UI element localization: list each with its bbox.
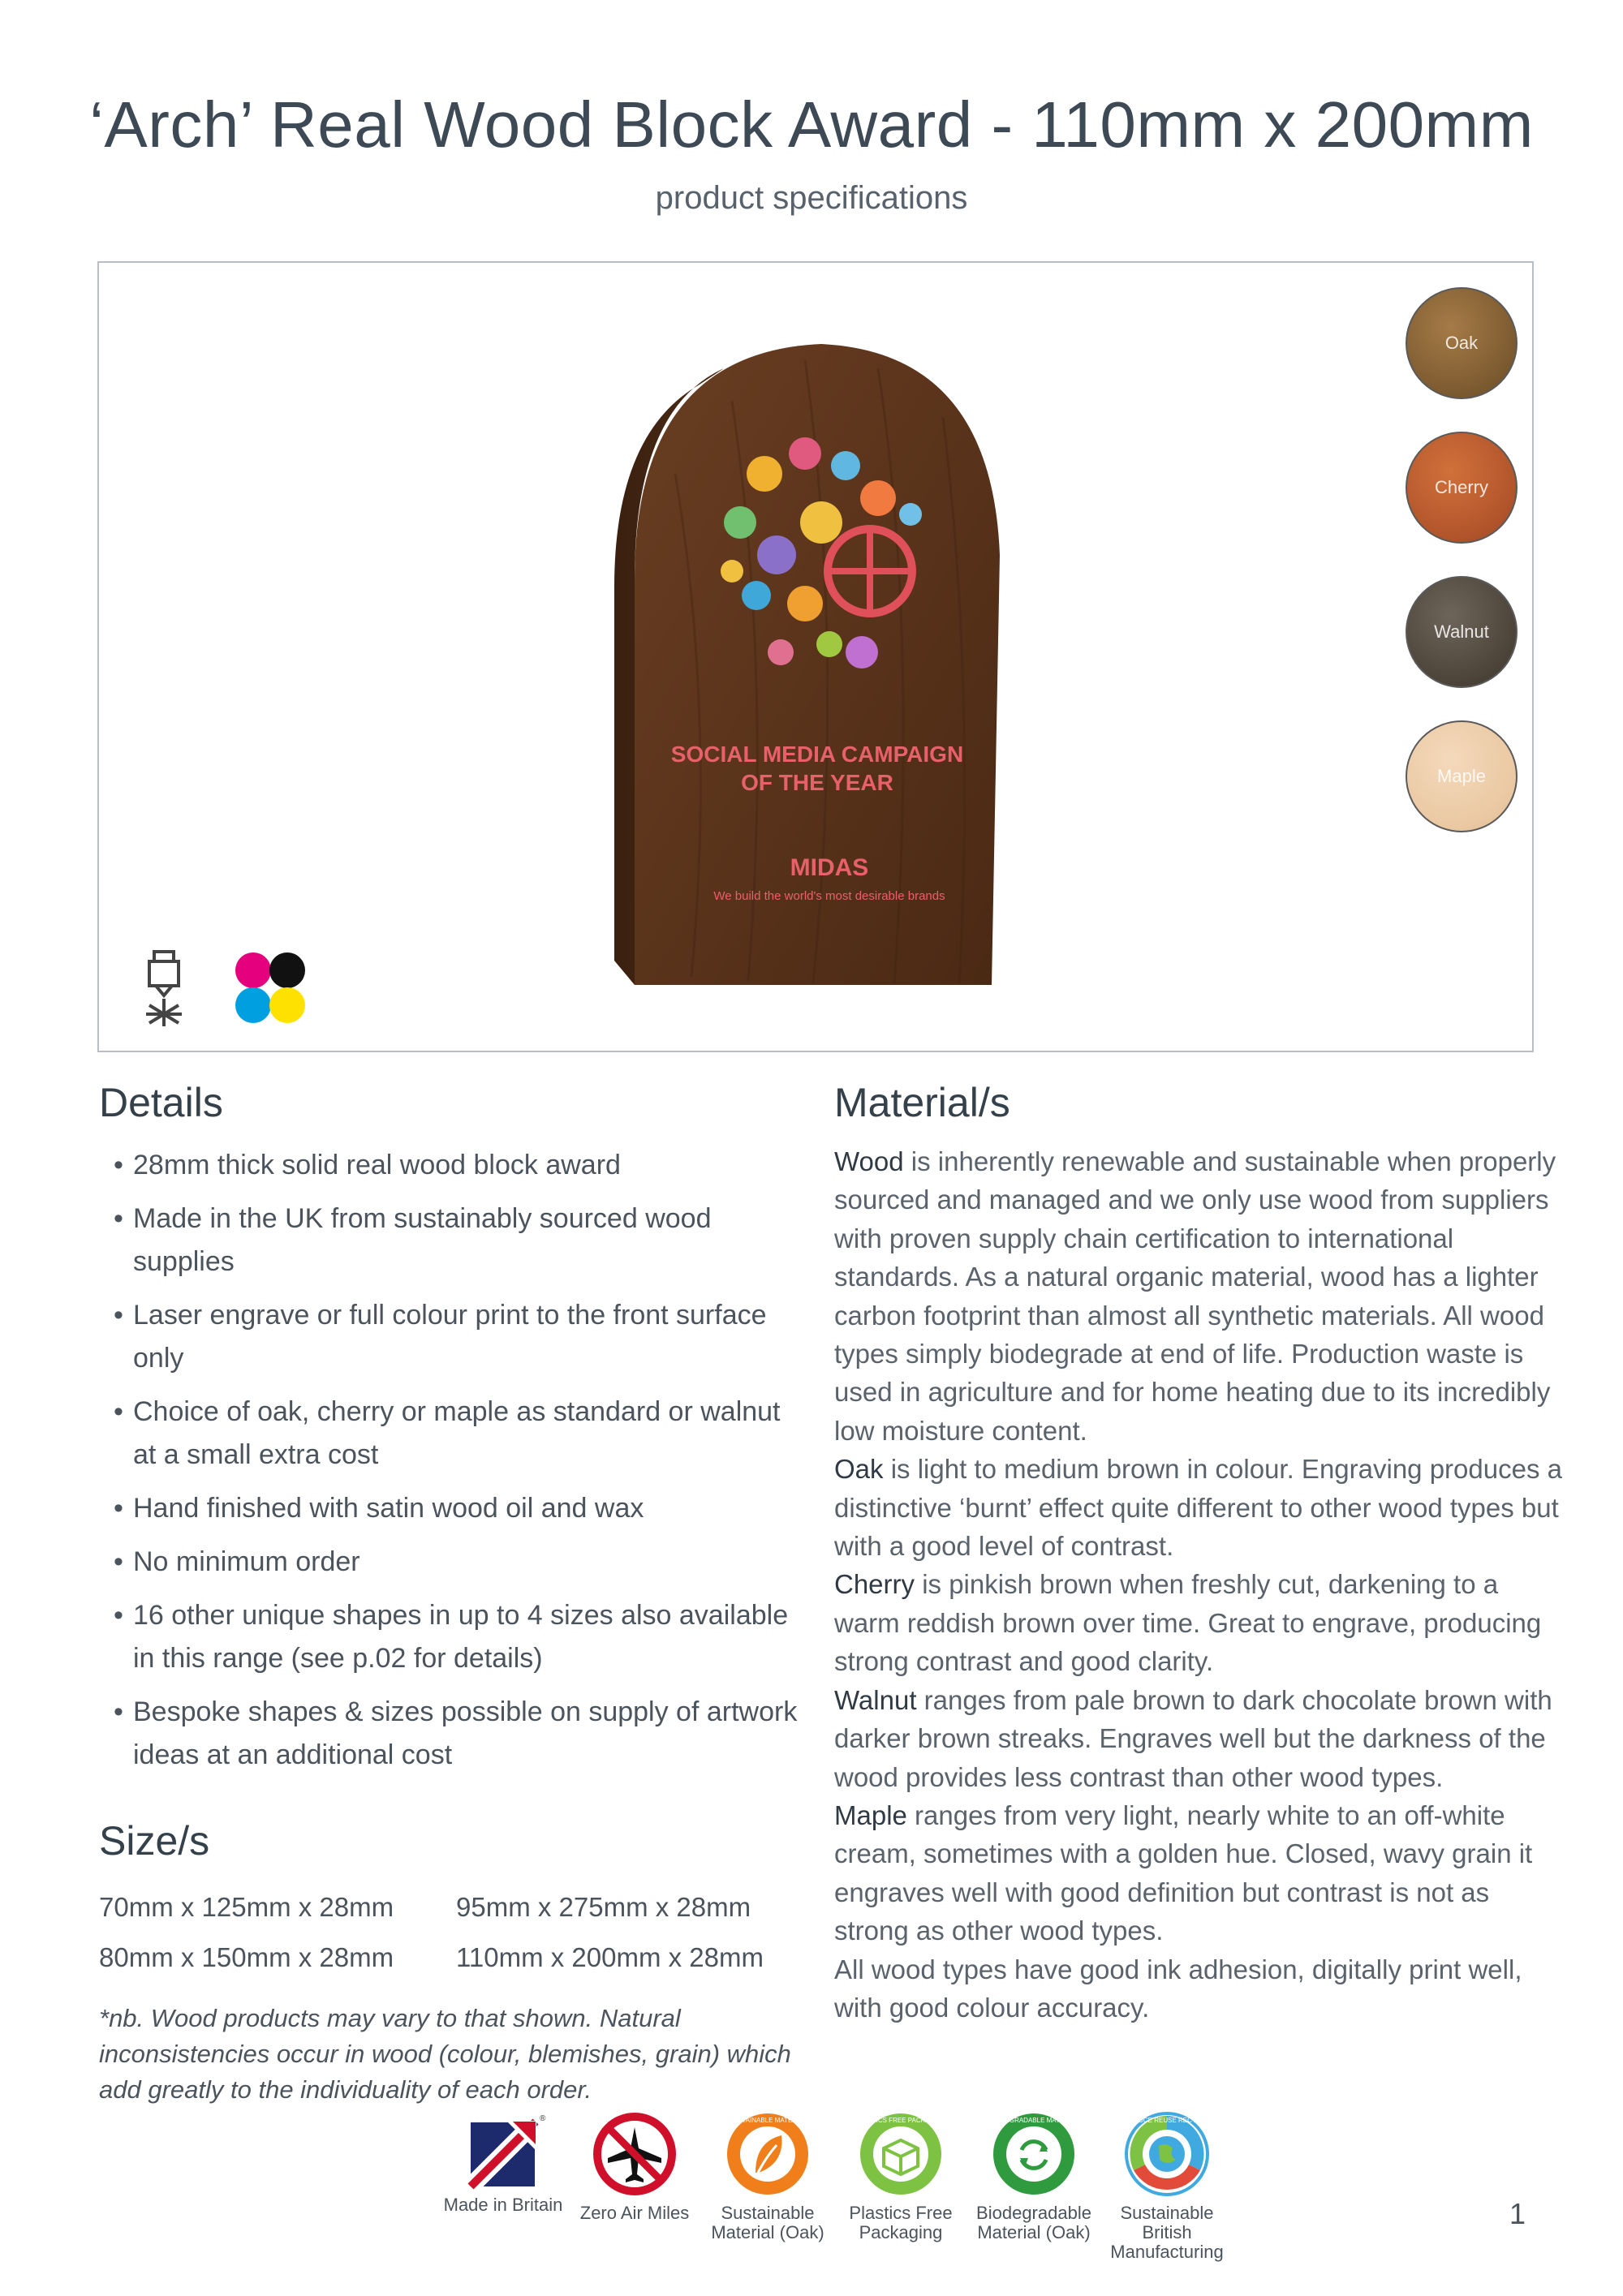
award-tagline: We build the world's most desirable brands (713, 889, 945, 903)
badge-sustainable-british-manufacturing (1102, 2109, 1232, 2262)
details-list (114, 1144, 803, 1787)
badge-caption: Biodegradable Material (Oak) (976, 2203, 1091, 2242)
material-paragraph (834, 1142, 1565, 1450)
badge-plastics-free-packaging (836, 2109, 966, 2242)
swatch-label: Walnut (1434, 621, 1489, 642)
swatch-label: Maple (1437, 766, 1486, 786)
list-item: • Bespoke shapes & sizes possible on supply of artwork ideas at an additional cost (114, 1691, 803, 1777)
sustainable-material-icon (723, 2109, 812, 2199)
swatch-label: Oak (1444, 333, 1479, 353)
badge-zero-air-miles (570, 2109, 700, 2223)
sustainability-badges (438, 2109, 1233, 2272)
table-row (99, 1933, 813, 1983)
award-text-line2: OF THE YEAR (741, 770, 893, 795)
sizes-table (99, 1882, 813, 1983)
award-text-line1: SOCIAL MEDIA CAMPAIGN (670, 742, 964, 767)
swatch-label: Cherry (1434, 477, 1488, 497)
badge-caption: Made in Britain (443, 2195, 563, 2215)
badge-caption: Plastics Free Packaging (849, 2203, 953, 2242)
material-term: Walnut (834, 1684, 917, 1715)
swatch-oak (1406, 287, 1518, 399)
size-cell: 80mm x 150mm x 28mm (99, 1942, 394, 1972)
material-paragraph (834, 1681, 1565, 1796)
badge-biodegradable-material (969, 2109, 1099, 2242)
table-row (99, 1882, 813, 1933)
material-term: Oak (834, 1454, 884, 1485)
wood-variation-note: *nb. Wood products may vary to that shown. Natural inconsistencies occur in wood (colour, blemishes, grain) which add greatly to the individuality of each order. (99, 2004, 791, 2104)
material-term: Wood (834, 1146, 904, 1176)
zero-air-miles-icon (590, 2109, 679, 2199)
material-description: All wood types have good ink adhesion, digitally print well, with good colour accuracy. (834, 1954, 1522, 2023)
badge-ring-text: BIODEGRADABLE MATERIAL (988, 2117, 1079, 2124)
material-description: is inherently renewable and sustainable when properly sourced and managed and we only use wood from suppliers with proven supply chain certification to international standards. As a natural organic material, wood has a lighter carbon footprint than almost all synthetic materials. All wood types simply biodegrade at end of life. Production waste is used in agriculture and for home heating due to its incredibly low moisture content. (834, 1146, 1556, 1446)
size-cell: 110mm x 200mm x 28mm (456, 1942, 764, 1972)
swatch-cherry (1406, 432, 1518, 544)
list-item: • Made in the UK from sustainably sourced wood supplies (114, 1197, 803, 1283)
details-heading: Details (99, 1080, 223, 1125)
badge-caption: Zero Air Miles (579, 2203, 690, 2223)
badge-ring-text: SUSTAINABLE MATERIAL (728, 2117, 807, 2124)
material-term: Maple (834, 1799, 907, 1830)
badge-made-in-britain (438, 2109, 568, 2215)
list-item: • Hand finished with satin wood oil and wax (114, 1487, 803, 1530)
badge-ring-text: REDUCE REUSE RECYCLE (1125, 2117, 1209, 2124)
sizes-heading: Size/s (99, 1818, 210, 1864)
material-paragraph (834, 1450, 1565, 1565)
sustainable-british-manufacturing-icon (1122, 2109, 1212, 2199)
page-subtitle: product specifications (655, 180, 968, 216)
award-product-image (602, 312, 1024, 1042)
material-paragraph (834, 1796, 1565, 1950)
product-image-panel (97, 261, 1534, 1052)
list-item: • 16 other unique shapes in up to 4 sizes also available in this range (see p.02 for details) (114, 1594, 803, 1680)
page-number: 1 (1509, 2197, 1526, 2230)
size-cell: 70mm x 125mm x 28mm (99, 1892, 394, 1922)
swatch-maple (1406, 720, 1518, 832)
page-title: ‘Arch’ Real Wood Block Award - 110mm x 200mm (89, 88, 1534, 161)
size-cell: 95mm x 275mm x 28mm (456, 1892, 751, 1922)
badge-sustainable-material (703, 2109, 833, 2242)
list-item: • No minimum order (114, 1541, 803, 1584)
materials-heading: Material/s (834, 1080, 1010, 1125)
materials-text (834, 1142, 1565, 2027)
badge-caption: Sustainable British Manufacturing (1110, 2203, 1224, 2262)
material-paragraph (834, 1950, 1565, 2027)
plastics-free-packaging-icon (856, 2109, 945, 2199)
svg-text:®: ® (540, 2114, 546, 2123)
material-paragraph (834, 1565, 1565, 1680)
material-description: is light to medium brown in colour. Engraving produces a distinctive ‘burnt’ effect quite different to other wood types but with a good level of contrast. (834, 1454, 1562, 1562)
full-colour-print-icon (233, 951, 308, 1025)
list-item: • Choice of oak, cherry or maple as standard or walnut at a small extra cost (114, 1391, 803, 1477)
biodegradable-material-icon (989, 2109, 1078, 2199)
swatch-walnut (1406, 576, 1518, 688)
list-item: • Laser engrave or full colour print to the front surface only (114, 1294, 803, 1380)
laser-engrave-icon (140, 948, 188, 1030)
badge-ring-text: PLASTICS FREE PACKAGING (855, 2117, 946, 2124)
material-description: is pinkish brown when freshly cut, darkening to a warm reddish brown over time. Great to engrave, producing strong contrast and good clarity. (834, 1569, 1542, 1677)
badge-caption: Sustainable Material (Oak) (711, 2203, 824, 2242)
material-term: Cherry (834, 1569, 915, 1600)
made-in-britain-icon (463, 2109, 544, 2191)
material-description: ranges from very light, nearly white to an off-white cream, sometimes with a golden hue. Closed, wavy grain it engraves well with good definition but contrast is not as strong as other wood types. (834, 1799, 1533, 1946)
list-item: • 28mm thick solid real wood block award (114, 1144, 803, 1187)
material-description: ranges from pale brown to dark chocolate brown with darker brown streaks. Engraves well but the darkness of the wood provides less contrast than other wood types. (834, 1684, 1552, 1792)
award-brand: MIDAS (790, 854, 869, 881)
